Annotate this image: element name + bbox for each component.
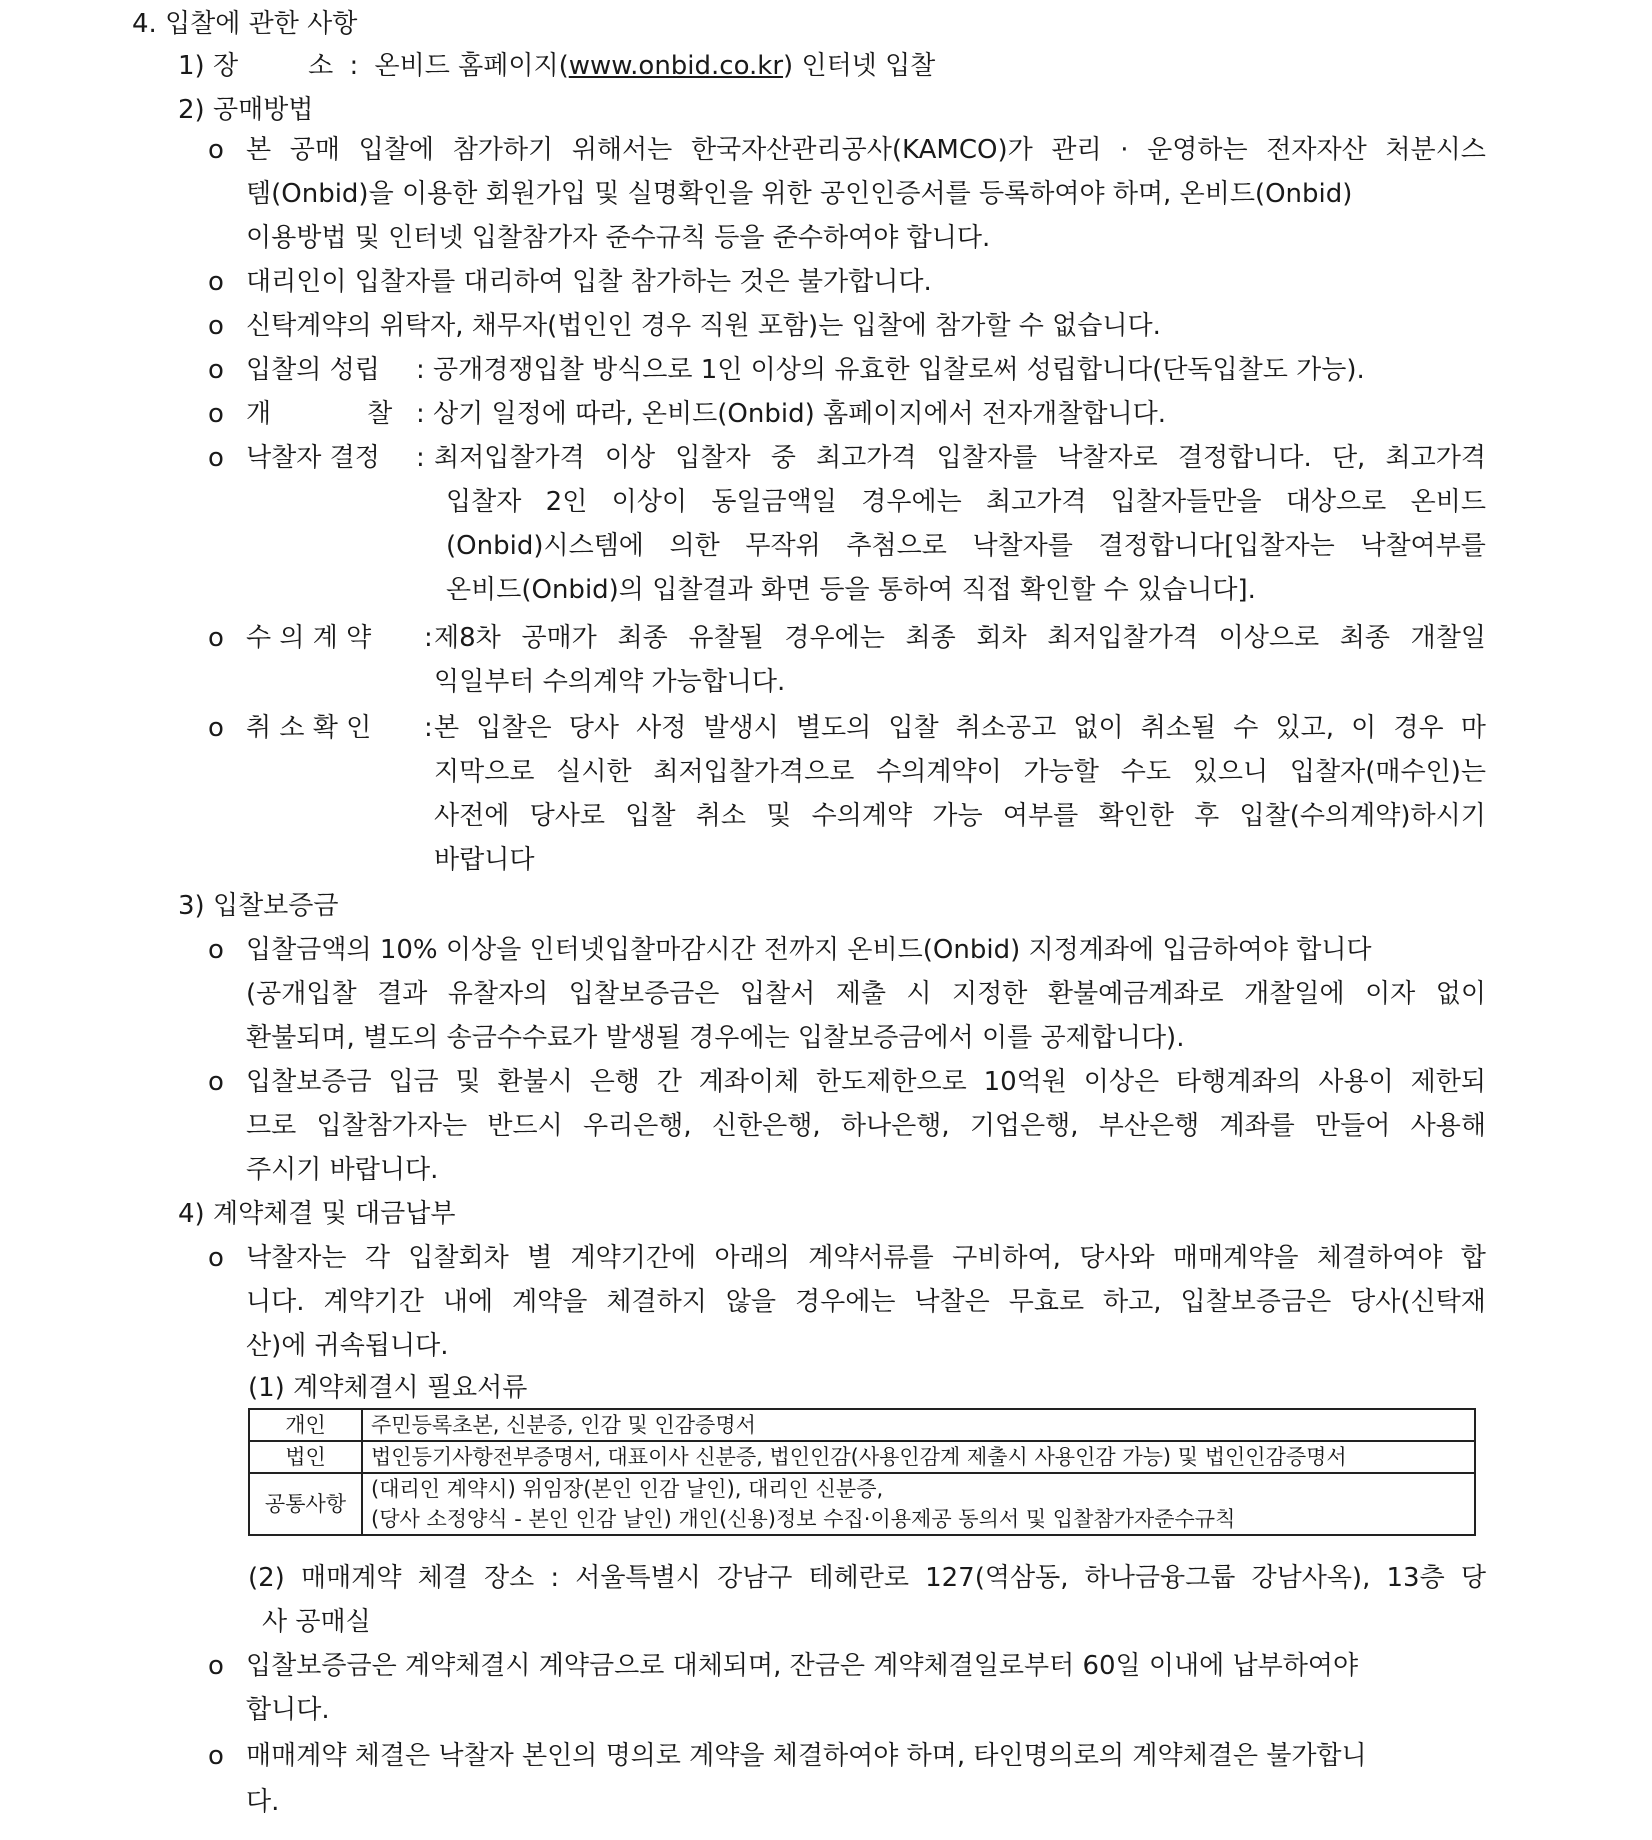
- contract-b1-line1: 낙찰자는 각 입찰회차 별 계약기간에 아래의 계약서류를 구비하여, 당사와 매매계약을 체결하여야 합: [246, 1243, 1486, 1273]
- location-label-2: 소: [308, 51, 334, 81]
- b6-line1: 최저입찰가격 이상 입찰자 중 최고가격 입찰자를 낙찰자로 결정합니다. 단, 최고가격: [434, 443, 1486, 473]
- contract-b3-line1: 매매계약 체결은 낙찰자 본인의 명의로 계약을 체결하여야 하며, 타인명의로의 계약체결은 불가합니: [246, 1741, 1367, 1771]
- bullet-icon: o: [208, 1741, 224, 1771]
- location-text-a: 온비드 홈페이지(: [374, 51, 569, 81]
- deposit-b1-line3: 환불되며, 별도의 송금수수료가 발생될 경우에는 입찰보증금에서 이를 공제합니다).: [246, 1023, 1185, 1053]
- deposit-b2-line2: 므로 입찰참가자는 반드시 우리은행, 신한은행, 하나은행, 기업은행, 부산은행 계좌를 만들어 사용해: [246, 1111, 1486, 1141]
- bullet-icon: o: [208, 935, 224, 965]
- b8-line1: 본 입찰은 당사 사정 발생시 별도의 입찰 취소공고 없이 취소될 수 있고, 이 경우 마: [434, 713, 1486, 743]
- bullet-icon: o: [208, 443, 224, 473]
- row-head-corporation: 법인: [249, 1441, 362, 1473]
- bullet-icon: o: [208, 399, 224, 429]
- row-docs-corporation: 법인등기사항전부증명서, 대표이사 신분증, 법인인감(사용인감계 제출시 사용인감 가능) 및 법인인감증명서: [362, 1441, 1475, 1473]
- table-row: [249, 1473, 1475, 1535]
- deposit-b2-line1: 입찰보증금 입금 및 환불시 은행 간 계좌이체 한도제한으로 10억원 이상은 타행계좌의 사용이 제한되: [246, 1067, 1486, 1097]
- contract-b2-line2: 합니다.: [246, 1695, 330, 1725]
- b7-line1: 제8차 공매가 최종 유찰될 경우에는 최종 회차 최저입찰가격 이상으로 최종 개찰일: [434, 623, 1486, 653]
- contract-b1-line2: 니다. 계약기간 내에 계약을 체결하지 않을 경우에는 낙찰은 무효로 하고, 입찰보증금은 당사(신탁재: [246, 1287, 1486, 1317]
- b7-colon: :: [424, 623, 433, 653]
- bullet-icon: o: [208, 267, 224, 297]
- b7-label: 수 의 계 약: [246, 623, 372, 653]
- row-head-common: 공통사항: [249, 1473, 362, 1535]
- b6-line3: (Onbid)시스템에 의한 무작위 추첨으로 낙찰자를 결정합니다[입찰자는 낙찰여부를: [446, 531, 1486, 561]
- method-b2: 대리인이 입찰자를 대리하여 입찰 참가하는 것은 불가합니다.: [246, 267, 932, 297]
- contract-b2-line1: 입찰보증금은 계약체결시 계약금으로 대체되며, 잔금은 계약체결일로부터 60일 이내에 납부하여야: [246, 1651, 1359, 1681]
- bullet-icon: o: [208, 1651, 224, 1681]
- b4-colon: :: [416, 355, 425, 385]
- b6-line4: 온비드(Onbid)의 입찰결과 화면 등을 통하여 직접 확인할 수 있습니다].: [446, 575, 1256, 605]
- item-location: [178, 48, 935, 84]
- b4-text: 공개경쟁입찰 방식으로 1인 이상의 유효한 입찰로써 성립합니다(단독입찰도 가능).: [433, 355, 1365, 385]
- b8-line3: 사전에 당사로 입찰 취소 및 수의계약 가능 여부를 확인한 후 입찰(수의계약)하시기: [434, 801, 1486, 831]
- method-b3: 신탁계약의 위탁자, 채무자(법인인 경우 직원 포함)는 입찰에 참가할 수 없습니다.: [246, 311, 1161, 341]
- bullet-icon: o: [208, 311, 224, 341]
- contract-place-line2: 사 공매실: [262, 1607, 371, 1637]
- bullet-icon: o: [208, 135, 224, 165]
- b8-label: 취 소 확 인: [246, 713, 372, 743]
- contract-b1-line3: 산)에 귀속됩니다.: [246, 1331, 449, 1361]
- row-docs-individual: 주민등록초본, 신분증, 인감 및 인감증명서: [362, 1409, 1475, 1441]
- b6-label-row: [246, 440, 425, 476]
- b4-label: 입찰의 성립: [246, 355, 380, 385]
- b7-label-row: [246, 620, 433, 656]
- b8-line4: 바랍니다: [434, 845, 535, 875]
- onbid-link[interactable]: www.onbid.co.kr: [568, 51, 784, 81]
- table-row: [249, 1409, 1475, 1441]
- contract-b3-line2: 다.: [246, 1787, 280, 1817]
- table-row: [249, 1441, 1475, 1473]
- b7-line2: 익일부터 수의계약 가능합니다.: [434, 667, 786, 697]
- row-head-individual: 개인: [249, 1409, 362, 1441]
- subsection-title: 4) 계약체결 및 대금납부: [178, 1199, 456, 1229]
- section-title: 4. 입찰에 관한 사항: [132, 9, 358, 39]
- bullet-icon: o: [208, 713, 224, 743]
- location-colon: :: [349, 51, 359, 81]
- location-label: 1) 장: [178, 51, 239, 81]
- b5-label-a: 개: [246, 399, 272, 429]
- subsection-title: 3) 입찰보증금: [178, 891, 339, 921]
- required-docs-title: (1) 계약체결시 필요서류: [248, 1373, 528, 1403]
- bullet-icon: o: [208, 355, 224, 385]
- b8-colon: :: [424, 713, 433, 743]
- b8-label-row: [246, 710, 433, 746]
- bullet-icon: o: [208, 623, 224, 653]
- b5-text: 상기 일정에 따라, 온비드(Onbid) 홈페이지에서 전자개찰합니다.: [433, 399, 1167, 429]
- method-b1-line2: 템(Onbid)을 이용한 회원가입 및 실명확인을 위한 공인인증서를 등록하여야 하며, 온비드(Onbid): [246, 179, 1353, 209]
- b5-label-b: 찰: [367, 399, 393, 429]
- b6-colon: :: [416, 443, 425, 473]
- common-line2: (당사 소정양식 - 본인 인감 날인) 개인(신용)정보 수집·이용제공 동의서 및 입찰참가자준수규칙: [371, 1507, 1236, 1531]
- row-docs-common: [362, 1473, 1475, 1535]
- b5-colon: :: [416, 399, 425, 429]
- bullet-icon: o: [208, 1067, 224, 1097]
- deposit-b1-line1: 입찰금액의 10% 이상을 인터넷입찰마감시간 전까지 온비드(Onbid) 지정계좌에 입금하여야 합니다: [246, 935, 1372, 965]
- b6-line2: 입찰자 2인 이상이 동일금액일 경우에는 최고가격 입찰자들만을 대상으로 온비드: [446, 487, 1486, 517]
- subsection-title: 2) 공매방법: [178, 95, 314, 125]
- contract-place-line1: (2) 매매계약 체결 장소 : 서울특별시 강남구 테헤란로 127(역삼동, 하나금융그룹 강남사옥), 13층 당: [248, 1563, 1486, 1593]
- bullet-icon: o: [208, 1243, 224, 1273]
- method-b5: [246, 396, 1166, 432]
- common-line1: (대리인 계약시) 위임장(본인 인감 날인), 대리인 신분증,: [371, 1477, 884, 1501]
- b6-label: 낙찰자 결정: [246, 443, 380, 473]
- deposit-b2-line3: 주시기 바랍니다.: [246, 1155, 439, 1185]
- required-docs-table: [248, 1408, 1476, 1536]
- b8-line2: 지막으로 실시한 최저입찰가격으로 수의계약이 가능할 수도 있으니 입찰자(매수인)는: [434, 757, 1486, 787]
- method-b1-line3: 이용방법 및 인터넷 입찰참가자 준수규칙 등을 준수하여야 합니다.: [246, 223, 991, 253]
- method-b1-line1: 본 공매 입찰에 참가하기 위해서는 한국자산관리공사(KAMCO)가 관리 · 운영하는 전자자산 처분시스: [246, 135, 1486, 165]
- method-b4: [246, 352, 1365, 388]
- deposit-b1-line2: (공개입찰 결과 유찰자의 입찰보증금은 입찰서 제출 시 지정한 환불예금계좌로 개찰일에 이자 없이: [246, 979, 1486, 1009]
- location-text-b: ) 인터넷 입찰: [783, 51, 936, 81]
